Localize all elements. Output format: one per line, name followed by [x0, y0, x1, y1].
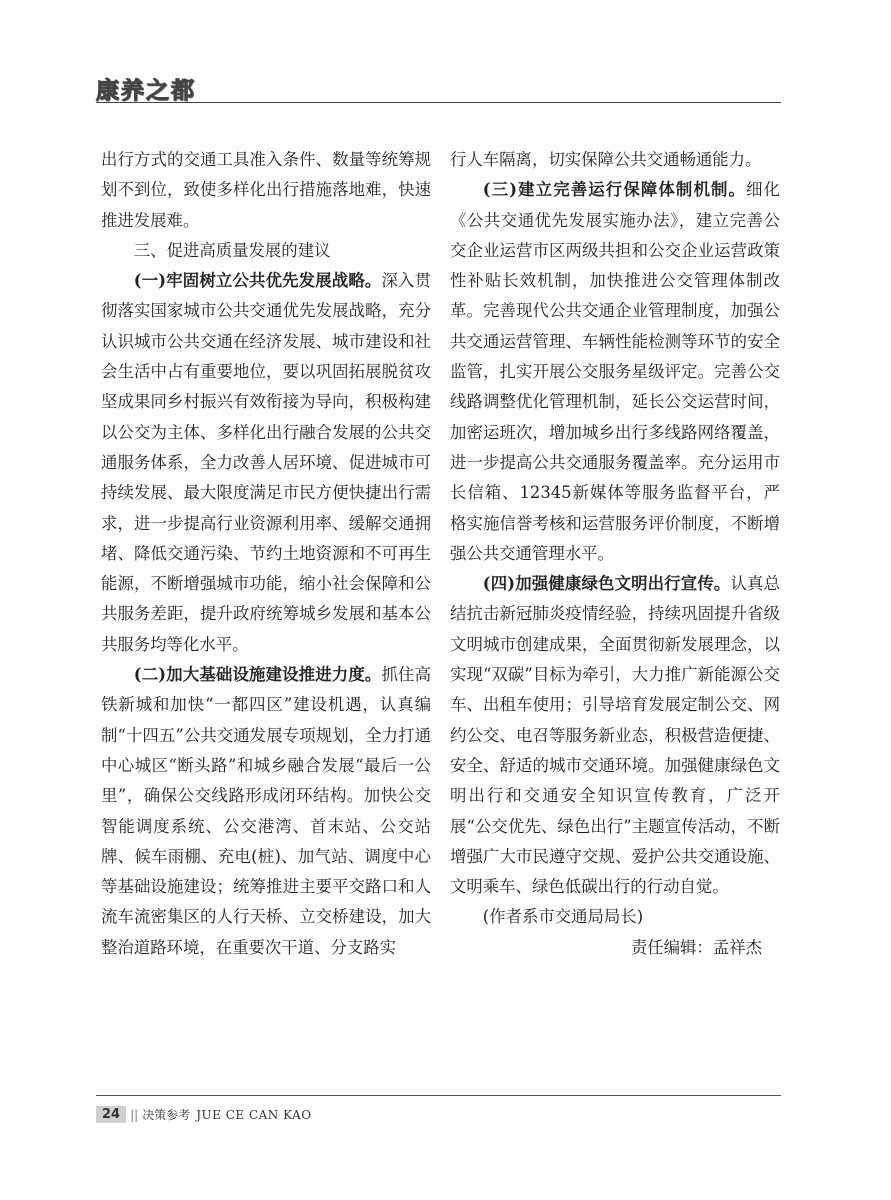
- section-title: 康养之都: [96, 78, 196, 104]
- publication-name-cn: 决策参考: [142, 1108, 191, 1122]
- responsible-editor: 责任编辑：孟祥杰: [630, 937, 762, 957]
- paragraph-continuation: 出行方式的交通工具准入条件、数量等统筹规划不到位，致使多样化出行措施落地难，快速推进发展难。: [101, 150, 431, 230]
- paragraph-section-4: [450, 569, 780, 902]
- body-4: 认真总结抗击新冠肺炎疫情经验，持续巩固提升省级文明城市创建成果，全面贯彻新发展理念，以实现“双碳”目标为牵引，大力推广新能源公交车、出租车使用；引导培育发展定制公交、网约公交、电召等服务新业态，积极营造便捷、安全、舒适的城市交通环境。加强健康绿色文明出行和交通安全知识宣传教育，广泛开展“公交优先、绿色出行”主题宣传活动，不断增强广大市民遵守交规、爱护公共交通设施、文明乘车、绿色低碳出行的行动自觉。: [450, 574, 780, 897]
- body-1: 深入贯彻落实国家城市公共交通优先发展战略，充分认识城市公共交通在经济发展、城市建设和社会生活中占有重要地位，要以巩固拓展脱贫攻坚成果同乡村振兴有效衔接为导向，积极构建以公交为主体、多样化出行融合发展的公共交通服务体系，全力改善人居环境、促进城市可持续发展、最大限度满足市民方便快捷出行需求，进一步提高行业资源利用率、缓解交通拥堵、降低交通污染、节约土地资源和不可再生能源，不断增强城市功能，缩小社会保障和公共服务差距，提升政府统筹城乡发展和基本公共服务均等化水平。: [101, 271, 431, 654]
- body-2: 抓住高铁新城和加快“一都四区”建设机遇，认真编制“十四五”公共交通发展专项规划，全力打通中心城区“断头路”和城乡融合发展“最后一公里”，确保公交线路形成闭环结构。加快公交智能调度系统、公交港湾、首末站、公交站牌、候车雨棚、充电(桩)、加气站、调度中心等基础设施建设；统筹推进主要平交路口和人流车流密集区的人行天桥、立交桥建设，加大整治道路环境，在重要次干道、分支路实: [101, 665, 431, 957]
- subheading-4: (四)加强健康绿色文明出行宣传。: [482, 574, 731, 594]
- publication-name-en: JUE CE CAN KAO: [196, 1107, 312, 1122]
- right-column: [450, 145, 780, 963]
- paragraph-section-2: [101, 660, 431, 963]
- subheading-2: (二)加大基础设施建设推进力度。: [133, 665, 382, 685]
- footer-separator: ||: [130, 1107, 139, 1122]
- paragraph-section-3: [450, 175, 780, 569]
- section-heading: 三、促进高质量发展的建议: [133, 240, 331, 260]
- subheading-3: (三)建立完善运行保障体制机制。: [482, 180, 747, 200]
- page-number: 24: [96, 1106, 126, 1123]
- page-footer: [96, 1106, 312, 1123]
- author-byline: (作者系市交通局局长): [482, 907, 644, 927]
- header-divider: [96, 102, 781, 103]
- body-3: 细化《公共交通优先发展实施办法》，建立完善公交企业运营市区两级共担和公交企业运营政策性补贴长效机制，加快推进公交管理体制改革。完善现代公共交通企业管理制度，加强公共交通运营管理、车辆性能检测等环节的安全监管，扎实开展公交服务星级评定。完善公交线路调整优化管理机制，延长公交运营时间，加密运班次，增加城乡出行多线路网络覆盖，进一步提高公共交通服务覆盖率。充分运用市长信箱、12345新媒体等服务监督平台，严格实施信誉考核和运营服务评价制度，不断增强公共交通管理水平。: [450, 180, 781, 563]
- footer-divider: [96, 1095, 781, 1096]
- subheading-1: (一)牢固树立公共优先发展战略。: [133, 271, 382, 291]
- paragraph-section-1: [101, 266, 431, 660]
- left-column: [101, 145, 431, 963]
- paragraph-continuation-right: 行人车隔离，切实保障公共交通畅通能力。: [450, 150, 762, 169]
